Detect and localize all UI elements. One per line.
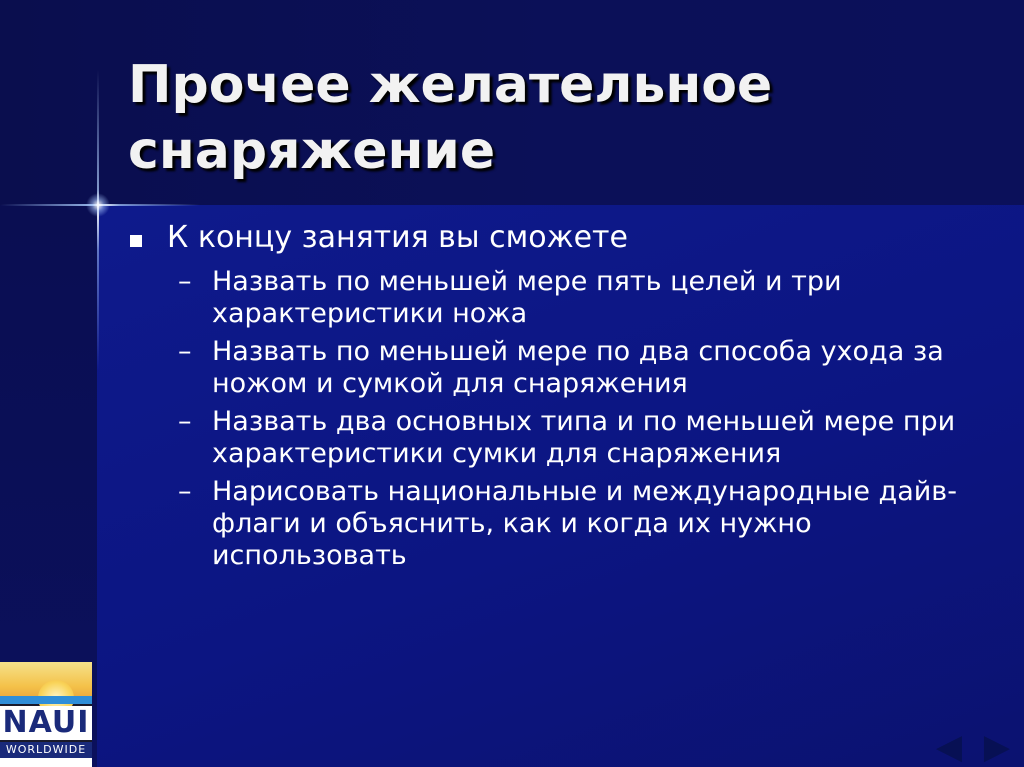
dash-bullet: – — [178, 336, 192, 367]
bullet-list — [130, 220, 990, 578]
naui-logo — [0, 662, 92, 767]
dash-bullet: – — [178, 266, 192, 297]
starburst-glow — [86, 193, 110, 217]
dash-bullet: – — [178, 476, 192, 507]
previous-slide-button[interactable] — [932, 727, 966, 767]
bullet-text: К концу занятия вы сможете — [167, 220, 628, 255]
sub-bullet-item — [130, 406, 990, 470]
sub-bullet-text: Назвать по меньшей мере по два способа ухода за ножом и сумкой для снаряжения — [212, 336, 944, 399]
logo-sea — [0, 696, 92, 704]
logo-subtitle: WORLDWIDE — [0, 742, 92, 758]
dash-bullet: – — [178, 406, 192, 437]
sub-bullet-text: Нарисовать национальные и международные дайв-флаги и объяснить, как и когда их нужно использовать — [212, 476, 957, 571]
logo-name: NAUI — [0, 706, 92, 740]
square-bullet-icon — [130, 235, 142, 247]
slide-title: Прочее желательное снаряжение — [128, 55, 773, 181]
bullet-item — [130, 220, 990, 256]
sub-bullet-item — [130, 266, 990, 330]
sub-bullet-text: Назвать два основных типа и по меньшей мере при характеристики сумки для снаряжения — [212, 406, 956, 469]
sub-bullet-list — [130, 266, 990, 572]
sub-bullet-item — [130, 476, 990, 572]
sub-bullet-item — [130, 336, 990, 400]
triangle-left-icon: ◀ — [935, 727, 963, 767]
starburst-vertical — [97, 70, 99, 370]
triangle-right-icon: ▶ — [983, 727, 1011, 767]
next-slide-button[interactable] — [980, 727, 1014, 767]
logo-tagline-strip — [0, 758, 92, 767]
sub-bullet-text: Назвать по меньшей мере пять целей и три характеристики ножа — [212, 266, 842, 329]
